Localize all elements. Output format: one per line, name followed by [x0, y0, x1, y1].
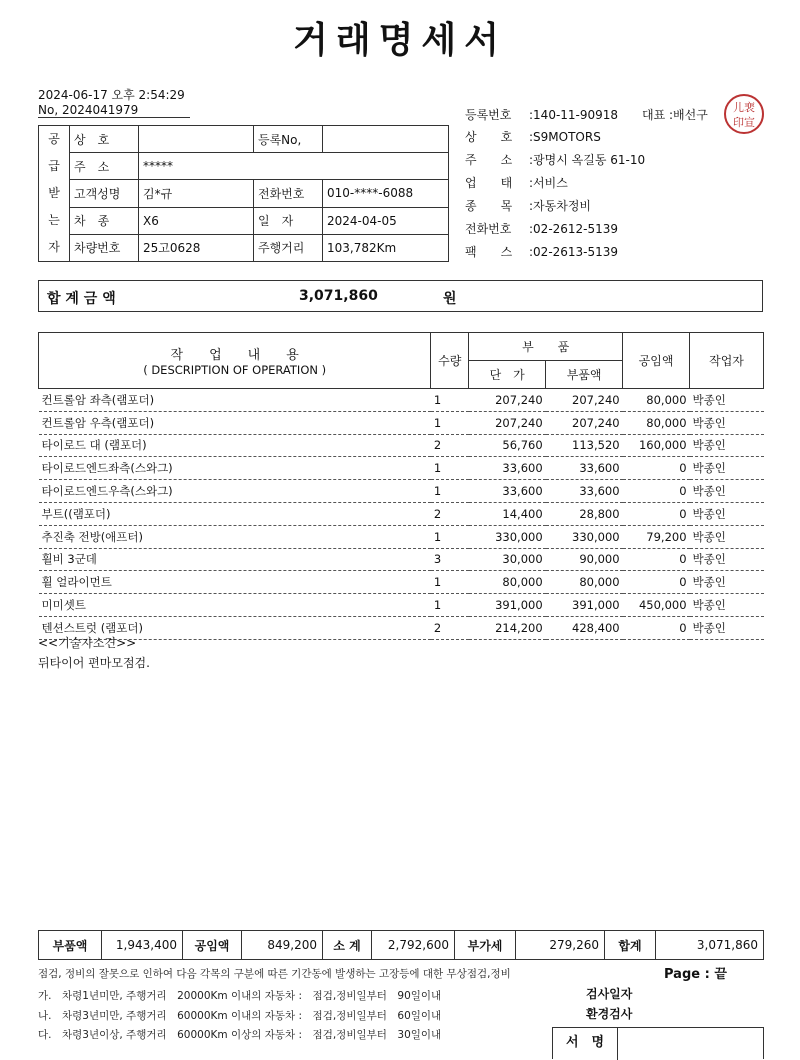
operations-table [38, 332, 764, 640]
customer-name-value: 김*규 [139, 180, 254, 207]
date-value: 2024-04-05 [323, 207, 449, 234]
summary-vat-value: 279,260 [516, 931, 605, 960]
table-row: 타이로드엔드좌측(스와그) 1 33,600 33,600 0 박종인 [39, 457, 764, 480]
company-seal: 儿裵 印宣 [724, 94, 764, 134]
plate-value: 25고0628 [139, 234, 254, 261]
reg-no-label: 등록No, [254, 126, 323, 153]
seller-representative: 대표 :배선구 [642, 108, 708, 122]
seller-business-type: 업 태 :서비스 [465, 176, 568, 190]
table-row: 타이로드엔드우측(스와그) 1 33,600 33,600 0 박종인 [39, 480, 764, 503]
document-title: 거래명세서 [293, 20, 507, 61]
header-parts: 부 품 [469, 333, 623, 361]
summary-table [38, 930, 764, 960]
address-value: ***** [139, 153, 449, 180]
signature-box[interactable] [552, 1027, 764, 1059]
seller-fax: 팩 스 :02-2613-5139 [465, 245, 619, 259]
header-unit-price: 단 가 [469, 361, 546, 389]
summary-parts-value: 1,943,400 [102, 931, 183, 960]
car-model-label: 차 종 [70, 207, 139, 234]
car-model-value: X6 [139, 207, 254, 234]
seller-business-item: 종 목 :자동차정비 [465, 199, 592, 213]
table-row: 텐션스트럿 (램포더) 2 214,200 428,400 0 박종인 [39, 616, 764, 639]
table-row: 추진축 전방(애프터) 1 330,000 330,000 79,200 박종인 [39, 525, 764, 548]
summary-parts-label: 부품액 [39, 931, 102, 960]
document-number: No, 2024041979 [38, 103, 190, 118]
warranty-intro: 점검, 정비의 잘못으로 인하여 다음 각목의 구분에 따른 기간동에 발생하는 고장등에 대한 무상점검,정비 [38, 968, 511, 980]
signature-label: 서 명 [553, 1028, 618, 1060]
customer-name-label: 고객성명 [70, 180, 139, 207]
seller-phone: 전화번호 :02-2612-5139 [465, 222, 619, 236]
table-row: 부트((램포더) 2 14,400 28,800 0 박종인 [39, 502, 764, 525]
total-amount-label: 합 계 금 액 [47, 291, 116, 307]
plate-label: 차량번호 [70, 234, 139, 261]
phone-label: 전화번호 [254, 180, 323, 207]
summary-subtotal-label: 소 계 [323, 931, 372, 960]
summary-vat-label: 부가세 [455, 931, 516, 960]
summary-labor-value: 849,200 [242, 931, 323, 960]
table-row: 휠비 3군데 3 30,000 90,000 0 박종인 [39, 548, 764, 571]
header-quantity: 수량 [431, 333, 469, 389]
table-row: 컨트롤암 우측(램포더) 1 207,240 207,240 80,000 박종인 [39, 411, 764, 434]
table-row: 타이로드 대 (램포더) 2 56,760 113,520 160,000 박종인 [39, 434, 764, 457]
header-labor: 공임액 [623, 333, 690, 389]
total-amount-value: 3,071,860 [299, 288, 378, 304]
header-parts-amount: 부품액 [546, 361, 623, 389]
business-name-value [139, 126, 254, 153]
phone-value: 010-****-6088 [323, 180, 449, 207]
seller-address: 주 소 :광명시 옥길동 61-10 [465, 153, 646, 167]
header-worker: 작업자 [690, 333, 764, 389]
issue-datetime: 2024-06-17 오후 2:54:29 [38, 88, 185, 102]
page-indicator: Page : 끝 [664, 967, 727, 982]
date-label: 일 자 [254, 207, 323, 234]
customer-section-label: 공 급 받 는 자 [39, 126, 70, 262]
warranty-line-1: 가. 차령1년미만, 주행거리 20000Km 이내의 자동차 : 점검,정비일부터 90일이내 [38, 990, 442, 1002]
summary-total-label: 합계 [605, 931, 656, 960]
warranty-line-3: 다. 차령3년이상, 주행거리 60000Km 이상의 자동차 : 점검,정비일부터 30일이내 [38, 1029, 442, 1041]
seller-reg-no: 등록번호 :140-11-90918 [465, 108, 619, 122]
total-amount-unit: 원 [443, 291, 457, 307]
address-label: 주 소 [70, 153, 139, 180]
env-inspection-label: 환경검사 [586, 1007, 633, 1021]
business-name-label: 상 호 [70, 126, 139, 153]
table-row: 미미셋트 1 391,000 391,000 450,000 박종인 [39, 594, 764, 617]
warranty-line-2: 나. 차령3년미만, 주행거리 60000Km 이내의 자동차 : 점검,정비일부터 60일이내 [38, 1010, 442, 1022]
summary-total-value: 3,071,860 [656, 931, 764, 960]
mileage-value: 103,782Km [323, 234, 449, 261]
seller-name: 상 호 :S9MOTORS [465, 130, 601, 144]
remarks-text: 뒤타이어 편마모점검. [38, 656, 150, 670]
remarks-title: <<기술자소견>> [38, 636, 137, 650]
table-row: 휠 얼라이먼트 1 80,000 80,000 0 박종인 [39, 571, 764, 594]
reg-no-value [323, 126, 449, 153]
summary-labor-label: 공임액 [183, 931, 242, 960]
table-row: 컨트롤암 좌측(램포더) 1 207,240 207,240 80,000 박종인 [39, 389, 764, 412]
inspection-date-label: 검사일자 [586, 987, 633, 1001]
header-description: 작 업 내 용 ( DESCRIPTION OF OPERATION ) [39, 333, 431, 389]
customer-table [38, 125, 449, 262]
summary-subtotal-value: 2,792,600 [372, 931, 455, 960]
mileage-label: 주행거리 [254, 234, 323, 261]
total-amount-box [38, 280, 763, 312]
